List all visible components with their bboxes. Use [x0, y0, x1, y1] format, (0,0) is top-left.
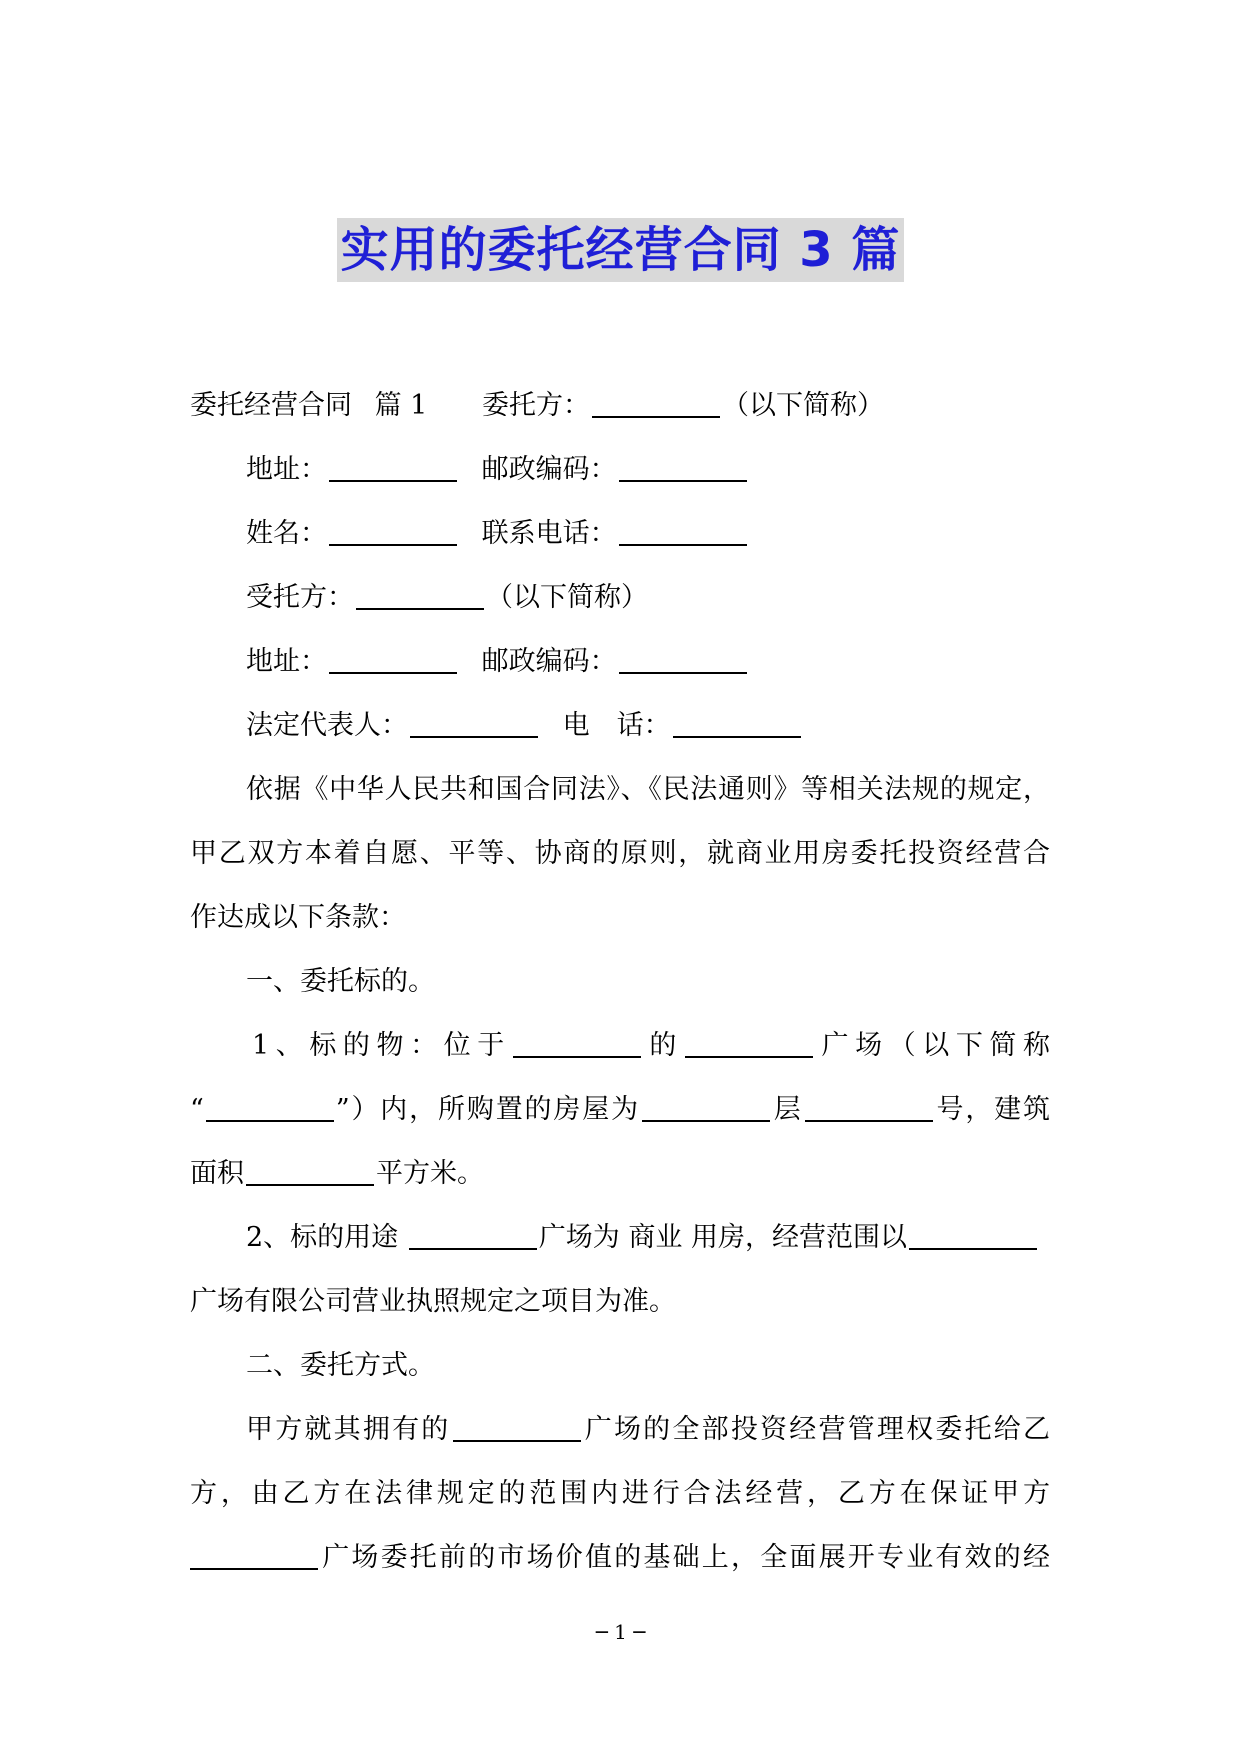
name-label: 姓名：	[246, 518, 327, 549]
address-label: 地址：	[246, 646, 327, 677]
number-blank[interactable]	[805, 1094, 933, 1122]
postcode-blank[interactable]	[619, 646, 747, 674]
party-b-address-line	[246, 642, 1050, 682]
item-1-line	[252, 1026, 1050, 1066]
plaza-value-blank[interactable]	[190, 1542, 318, 1570]
paragraph-line: 依据《中华人民共和国合同法》、《民法通则》等相关法规的规定，	[246, 774, 1050, 805]
party-b-blank[interactable]	[356, 582, 484, 610]
floor-label: 层	[771, 1094, 803, 1125]
usage-blank[interactable]	[409, 1222, 537, 1250]
postcode-label: 邮政编码：	[481, 454, 617, 485]
tel-blank[interactable]	[673, 710, 801, 738]
owned-plaza-blank[interactable]	[453, 1414, 581, 1442]
abbr-blank[interactable]	[206, 1094, 334, 1122]
p2-end: 广场委托前的市场价值的基础上，全面展开专业有效的经	[320, 1542, 1050, 1573]
legal-rep-label: 法定代表人：	[246, 710, 408, 741]
number-label: 号，建筑	[934, 1094, 1051, 1125]
p2-start: 甲方就其拥有的	[246, 1414, 451, 1445]
paragraph-line: 甲乙双方本着自愿、平等、协商的原则，就商业用房委托投资经营合	[190, 838, 1050, 869]
section-heading: 一、委托标的。	[246, 966, 435, 997]
phone-label: 联系电话：	[481, 518, 617, 549]
area-blank[interactable]	[246, 1158, 374, 1186]
contract-heading: 委托经营合同	[190, 390, 352, 421]
address-blank[interactable]	[329, 646, 457, 674]
title-wrap	[0, 218, 1241, 282]
legal-rep-blank[interactable]	[410, 710, 538, 738]
party-b-line	[246, 578, 1050, 618]
party-a-line	[190, 386, 1050, 426]
document-title: 实用的委托经营合同 3 篇	[337, 218, 905, 282]
area-label: 面积	[190, 1158, 244, 1189]
area-unit: 平方米。	[376, 1158, 484, 1189]
p2-rest: 广场的全部投资经营管理权委托给乙	[582, 1414, 1051, 1445]
floor-blank[interactable]	[642, 1094, 770, 1122]
page-number: ─ 1 ─	[595, 1620, 646, 1644]
paragraph-line: 方，由乙方在法律规定的范围内进行合法经营，乙方在保证甲方	[190, 1478, 1050, 1509]
paragraph-line	[190, 1538, 1050, 1578]
postcode-blank[interactable]	[619, 454, 747, 482]
item-1-line	[190, 1154, 1050, 1194]
legal-rep-line	[246, 706, 1050, 746]
item-1-house: ”）内，所购置的房屋为	[335, 1094, 640, 1125]
party-a-blank[interactable]	[592, 390, 720, 418]
party-b-label: 受托方：	[246, 582, 354, 613]
party-a-abbr: （以下简称）	[721, 390, 884, 421]
item-1-label: 1、标的物：位于	[252, 1030, 511, 1061]
name-blank[interactable]	[329, 518, 457, 546]
party-a-address-line	[246, 450, 1050, 490]
paragraph-line	[246, 1410, 1050, 1450]
paragraph-line: 作达成以下条款：	[190, 902, 406, 933]
party-a-contact-line	[246, 514, 1050, 554]
party-a-label: 委托方：	[481, 390, 590, 421]
item-2-usage: 广场为 商业 用房，经营范围以	[538, 1222, 907, 1253]
location-blank[interactable]	[513, 1030, 641, 1058]
item-2-label: 2、标的用途	[246, 1222, 399, 1253]
postcode-label: 邮政编码：	[481, 646, 617, 677]
section-number: 篇 1	[374, 390, 428, 421]
company-blank[interactable]	[909, 1222, 1037, 1250]
item-1-line	[190, 1090, 1050, 1130]
item-1-plaza: 广场（以下简称	[814, 1030, 1050, 1061]
section-heading: 二、委托方式。	[246, 1350, 435, 1381]
address-blank[interactable]	[329, 454, 457, 482]
open-quote: “	[190, 1094, 204, 1125]
phone-blank[interactable]	[619, 518, 747, 546]
tel-label: 电 话：	[562, 710, 671, 741]
party-b-abbr: （以下简称）	[486, 582, 648, 613]
item-2-line	[246, 1218, 1050, 1258]
item-1-de: 的	[642, 1030, 683, 1061]
address-label: 地址：	[246, 454, 327, 485]
plaza-blank[interactable]	[685, 1030, 813, 1058]
item-2-line: 广场有限公司营业执照规定之项目为准。	[190, 1286, 676, 1317]
